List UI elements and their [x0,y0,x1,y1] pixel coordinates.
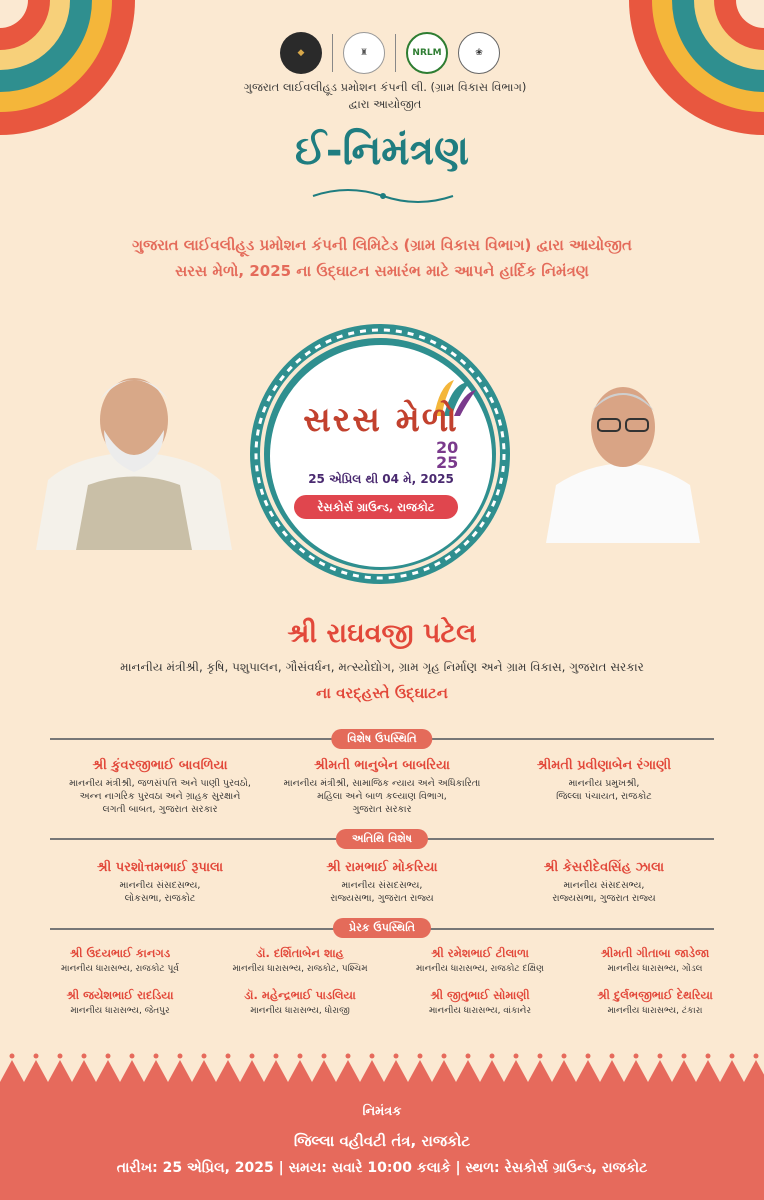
section-pill-special: વિશેષ ઉપસ્થિતિ [331,729,432,749]
guest-role: માનનીય મંત્રીશ્રી, સામાજિક ન્યાય અને અધિકારિતા [283,778,481,789]
footer-organizer: જિલ્લા વહીવટી તંત્ર, રાજકોટ [293,1132,471,1150]
guest-name: શ્રી દુર્લભજીભાઈ દેથરિયા [597,988,713,1002]
guest-role: માનનીય ધારાસભ્ય, જેતપુર [70,1006,170,1016]
title-flourish [308,184,458,206]
inspiring-guest [210,988,390,1018]
section-pill-inspiring: પ્રેરક ઉપસ્થિતિ [333,918,431,938]
inspiring-guest [390,988,570,1018]
guest-name: શ્રી જીતુભાઈ સોમાણી [430,988,530,1002]
guest-name: શ્રી રામભાઈ મોકરિયા [326,860,438,875]
guest-role: જિલ્લા પંચાયત, રાજકોટ [556,791,652,802]
guest-role: ગુજરાત સરકાર [352,804,412,815]
emblem-year-top: 20 [436,438,459,457]
inspiring-guest [565,988,745,1018]
special-guest [272,758,492,816]
inspiring-guest [565,946,745,976]
organizer-line-2: દ્વારા આયોજીત [348,97,422,111]
logo-separator [332,34,333,72]
organizer-line: ગુજરાત લાઈવલીહૂડ પ્રમોશન કંપની લી. (ગ્રામ વિકાસ વિભાગ) [243,80,527,94]
corner-mandala-left [0,0,140,140]
intro-line: ગુજરાત લાઈવલીહૂડ પ્રમોશન કંપની લિમિટેડ (ગ્રામ વિકાસ વિભાગ) દ્વારા આયોજીત [132,236,632,254]
footer-nimantrak: નિમંત્રક [362,1104,402,1119]
guest-role: રાજ્યસભા, ગુજરાત રાજ્ય [552,893,656,904]
guest-role: માનનીય પ્રમુખશ્રી, [568,778,640,789]
guest-role: લોકસભા, રાજકોટ [124,893,196,904]
chief-guest-role: માનનીય મંત્રીશ્રી, કૃષિ, પશુપાલન, ગૌસંવર્ધન, મત્સ્યોદ્યોગ, ગ્રામ ગૃહ નિર્માણ અને ગ્રામ વિકાસ, ગુજરાત સરકાર [120,660,644,674]
guest-role: રાજ્યસભા, ગુજરાત રાજ્ય [330,893,434,904]
guest-name: શ્રી કુંવરજીભાઈ બાવળિયા [92,758,228,773]
emblem-year [436,440,458,470]
emblem-venue: રેસકોર્સ ગ્રાઉન્ડ, રાજકોટ [294,495,458,519]
nrlm-logo: NRLM [406,32,448,74]
footer-details: તારીખ: 25 એપ્રિલ, 2025 | સમય: સવારે 10:00 કલાકે | સ્થળ: રેસકોર્સ ગ્રાઉન્ડ, રાજકોટ [116,1160,648,1176]
page-title: ઈ-નિમંત્રણ [294,128,470,174]
guest-role: માનનીય સંસદસભ્ય, [119,880,201,891]
state-emblem-icon: ♜ [343,32,385,74]
guest-role: મહિલા અને બાળ કલ્યાણ વિભાગ, [317,791,447,802]
special-guest [50,758,270,816]
inspiring-guest [210,946,390,976]
emblem-year-bottom: 25 [436,453,459,472]
guest-name: શ્રીમતી ભાનુબેન બાબરિયા [314,758,450,773]
logo-separator [395,34,396,72]
guest-role: માનનીય ધારાસભ્ય, રાજકોટ પૂર્વ [61,964,179,974]
guest-name: ડૉ. દર્શિતાબેન શાહ [256,946,344,960]
guest-role: માનનીય ધારાસભ્ય, વાંકાનેર [428,1006,532,1016]
guest-role: માનનીય સંસદસભ્ય, [341,880,423,891]
guest-role: લગતી બાબત, ગુજરાત સરકાર [102,804,218,815]
guest-name: શ્રીમતી પ્રવીણાબેન રંગાણી [536,758,672,773]
corner-mandala-right [624,0,764,140]
guest-name: શ્રી ઉદયભાઈ કાનગડ [69,946,171,960]
guest-role: અન્ન નાગરિક પુરવઠા અને ગ્રાહક સુરક્ષાને [79,791,241,802]
guest-role: માનનીય મંત્રીશ્રી, જળસંપત્તિ અને પાણી પુરવઠો, [69,778,251,789]
guest-role: માનનીય ધારાસભ્ય, રાજકોટ, પશ્ચિમ [232,964,368,974]
guest-role: માનનીય ધારાસભ્ય, ટંકારા [607,1006,703,1016]
special-guest [494,758,714,803]
guest-name: શ્રી કેસરીદેવસિંહ ઝાલા [543,860,665,875]
chief-guest-subtitle: ના વરદ્‌હસ્તે ઉદ્‌ઘાટન [316,684,448,702]
intro-line-2: સરસ મેળો, 2025 ના ઉદ્‌ઘાટન સમારંભ માટે આપને હાર્દિક નિમંત્રણ [175,262,589,280]
emblem-title: સરસ મેળો [303,400,459,440]
footer-pattern [0,1052,764,1082]
guest-of-honour [272,860,492,905]
inspiring-guest [30,946,210,976]
inspiring-guest [30,988,210,1018]
guest-name: શ્રી જયેશભાઈ રાદડિયા [66,988,174,1002]
guest-role: માનનીય ધારાસભ્ય, ધોરાજી [250,1006,350,1016]
portrait-right [546,375,700,543]
guest-of-honour [50,860,270,905]
guest-role: માનનીય ધારાસભ્ય, ગોંડલ [607,964,703,974]
section-pill-guest: અતિથિ વિશેષ [336,829,428,849]
emblem-dates: 25 એપ્રિલ થી 04 મે, 2025 [308,472,454,486]
glpc-logo-icon: ◆ [280,32,322,74]
chief-guest-name: શ્રી રાઘવજી પટેલ [287,618,477,649]
guest-of-honour [494,860,714,905]
guest-name: શ્રીમતી ગીતાબા જાડેજા [600,946,710,960]
guest-role: માનનીય ધારાસભ્ય, રાજકોટ દક્ષિણ [416,964,544,974]
mission-logo-icon: ❀ [458,32,500,74]
logo-strip [280,28,520,78]
guest-name: ડૉ. મહેન્દ્રભાઈ પાડલિયા [244,988,356,1002]
guest-name: શ્રી પરશોત્તમભાઈ રૂપાલા [96,860,224,875]
portrait-left [36,360,232,550]
guest-name: શ્રી રમેશભાઈ ટીલાળા [431,946,529,960]
guest-role: માનનીય સંસદસભ્ય, [563,880,645,891]
inspiring-guest [390,946,570,976]
